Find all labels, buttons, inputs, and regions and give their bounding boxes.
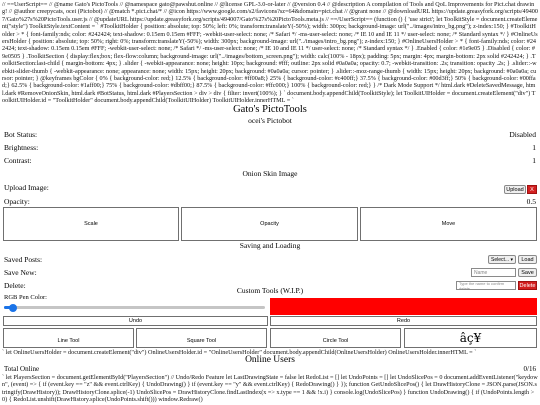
brightness-label: Brightness: <box>4 143 39 152</box>
contrast-value: 1 <box>532 156 536 165</box>
userscript-source-top: // ==UserScript== // @name Gato's PictoTools // @namespace gato@pawshut.online // @license GPL-3.0-or-later // @version 0.4 // @description A compilation of Tools and QoL Improvements for Pict.chat drawing! // @author creepycats, ocei (Pictobot) // @match *.pict.chat/* // @icon https://www.google.com/s2/favicons?sz=64&domain=pict.chat // @grant none // @downloadURL https://update.greasyfork.org/scripts/494007/Gato%27s%20PictoTools.user.js // @updateURL https://update.greasyfork.org/scripts/494007/Gato%27s%20PictoTools.meta.js // ==/UserScript== (function () { 'use strict'; let ToolkitStyle = document.createElement("style") ToolkitStyle.textContent = ` #ToolkitHolder { position: absolute; top: 50%; left: 0%; transform:translateY(-50%); width: 300px; background-image: url("../images/intro_bg.png"); z-index:150; } #ToolkitHolder > * { font-family:nds; color: #242424; text-shadow: 0.15em 0.15em #FFF; -webkit-user-select: none; /* Safari */ -ms-user-select: none; /* IE 10 and IE 11 */ user-select: none; /* Standard syntax */ } #OnlineUsersHolder { position: absolute; top: 50%; right: 0%; transform:translateY(-50%); width: 300px; background-image: url("../images/intro_bg.png"); z-index:150; } #OnlineUsersHolder > * { font-family:nds; color: #242424; text-shadow: 0.15em 0.15em #FFF; -webkit-user-select: none; /* Safari */ -ms-user-select: none; /* IE 10 and IE 11 */ user-select: none; /* Standard syntax */ } .Enabled { color: #1e9e05 } .Disabled { color: #9e0505 } .ToolkitSection { display:flex;box; flex-flow:column; background-image: url("../images/bottom_screen.png"); width: calc(100% - 18px); padding: 5px; margin: 4px; margin-bottom: 2px solid #242424; } .ToolkitSection:last-child { margin-bottom: 4px; } .slider { -webkit-appearance: none; height: 10px; background: #fff; outline: 2px solid #0a0a0a; opacity: 0.7; -webkit-transition: .2s; transition: opacity .2s; } .slider::-webkit-slider-thumb { -webkit-appearance: none; appearance: none; width: 15px; height: 20px; background: #0a0a0a; cursor: pointer; } .slider::-moz-range-thumb { width: 15px; height: 20px; background: #0a0a0a; cursor: pointer; } @keyframes bgColor { 0% { background-color: red;} 12.5% { background-color: #ff00a8;} 25% { background-color: #c400ff;} 37.5% { background-color: #00d3ff;} 50% { background-color: #00ffad;} 62.5% { background-color: #1aff00;} 75% { background-color: #dbff00;} 87.5% { background-color: #ffc000;} 100% { background-color: red;} } /* Dark Mode Support */ html.dark #DeleteSavedMessage, html.dark #RemoveOnionSkin, html.dark #BotStatus, html.dark #PlayersSection > div > div { filter: invert(100%); } ` document.body.appendChild(ToolkitStyle); let ToolkitUIHolder = document.createElement("div") ToolkitUIHolder.id = "ToolkitHolder" document.body.appendChild(ToolkitUIHolder) ToolkitUIHolder.innerHTML = ` <box>2 1 538 104</box>
userscript-source-mid: ` let OnlineUsersHolder = document.createElement("div") OnlineUsersHolder.id = "OnlineUsersHolder" document.body.appendChild(OnlineUsersHolder) OnlineUsersHolder.innerHTML = ` <box>2 349 477 356</box>
undo-button[interactable]: Undo <box>3 316 268 326</box>
chevron-down-icon: ▾ <box>510 257 513 263</box>
userscript-source-bottom: ` let PlayersSection = document.getElementById("PlayersSection") // Undo/Redo Feature let LastDrawingState = false let RedoList = [] let UndoPoints = [] let UndoSlicePos = 0 document.addEventListener("keydown", (event) => { if (event.key == "z" && event.ctrlKey) { UndoDrawing() } if (event.key == "y" && event.ctrlKey) { RedoDrawing() } }); function GetUndoSlicePos() { let DrawHistoryClone = JSON.parse(JSON.stringify(DrawHistory)); DrawHistoryClone.splice(-1) UndoSlicePos = DrawHistoryClone.findLastIndex(x => x.type == 1 && !x.i) } console.log(UndoSlicePos) } function UndoDrawing() { if (UndoPoints.length > 0) { RedoList.unshift(DrawHistory.splice(UndoPoints.shift())) window.Redraw() <box>2 374 538 404</box>
onion-opacity-button[interactable]: Opacity <box>181 207 358 241</box>
redo-button[interactable]: Redo <box>270 316 537 326</box>
bot-status-value[interactable]: Disabled <box>509 130 536 139</box>
saving-section-title: Saving and Loading <box>239 241 301 250</box>
square-tool-button[interactable]: Square Tool <box>136 328 267 348</box>
remove-onion-skin-button[interactable]: X <box>527 185 537 194</box>
toolkit-title: Gato's PictoTools <box>233 104 307 115</box>
total-online-label: Total Online <box>4 365 40 373</box>
pen-color-slider-thumb[interactable] <box>9 304 17 312</box>
delete-label: Delete: <box>4 281 26 290</box>
delete-button[interactable]: Delete <box>519 282 536 289</box>
rgb-pen-color-label: RGB Pen Color: <box>4 294 47 301</box>
line-tool-button[interactable]: Line Tool <box>3 328 134 348</box>
opacity-label: Opacity: <box>4 197 30 206</box>
onion-move-button[interactable]: Move <box>360 207 537 241</box>
saved-posts-label: Saved Posts: <box>4 255 43 264</box>
save-name-input[interactable]: Name <box>471 268 516 277</box>
toolkit-subtitle: ocei's Pictobot <box>248 116 292 125</box>
rainbow-tool-button[interactable]: âç¥ <box>404 328 537 348</box>
brightness-value: 1 <box>532 143 536 152</box>
save-button[interactable]: Save <box>518 268 537 277</box>
delete-confirm-input[interactable]: Type the name to confirm delete <box>456 281 516 290</box>
upload-button[interactable]: Upload <box>504 185 526 194</box>
upload-image-label: Upload Image: <box>4 183 49 192</box>
load-button[interactable]: Load <box>518 255 537 264</box>
circle-tool-button[interactable]: Circle Tool <box>270 328 401 348</box>
pen-color-slider[interactable] <box>4 306 265 309</box>
bot-status-label: Bot Status: <box>4 130 38 139</box>
saved-posts-select-value: Select... <box>491 256 510 263</box>
contrast-label: Contrast: <box>4 156 32 165</box>
saved-posts-select[interactable] <box>488 255 516 264</box>
onion-skin-section-title: Onion Skin Image <box>242 169 298 178</box>
online-users-title: Online Users <box>245 355 295 365</box>
onion-scale-button[interactable]: Scale <box>3 207 179 241</box>
total-online-value: 0/16 <box>523 365 536 373</box>
save-new-label: Save New: <box>4 268 37 277</box>
pen-color-swatch <box>270 298 537 315</box>
custom-tools-section-title: Custom Tools (W.I.P.) <box>236 286 304 295</box>
opacity-value: 0.5 <box>526 197 536 206</box>
